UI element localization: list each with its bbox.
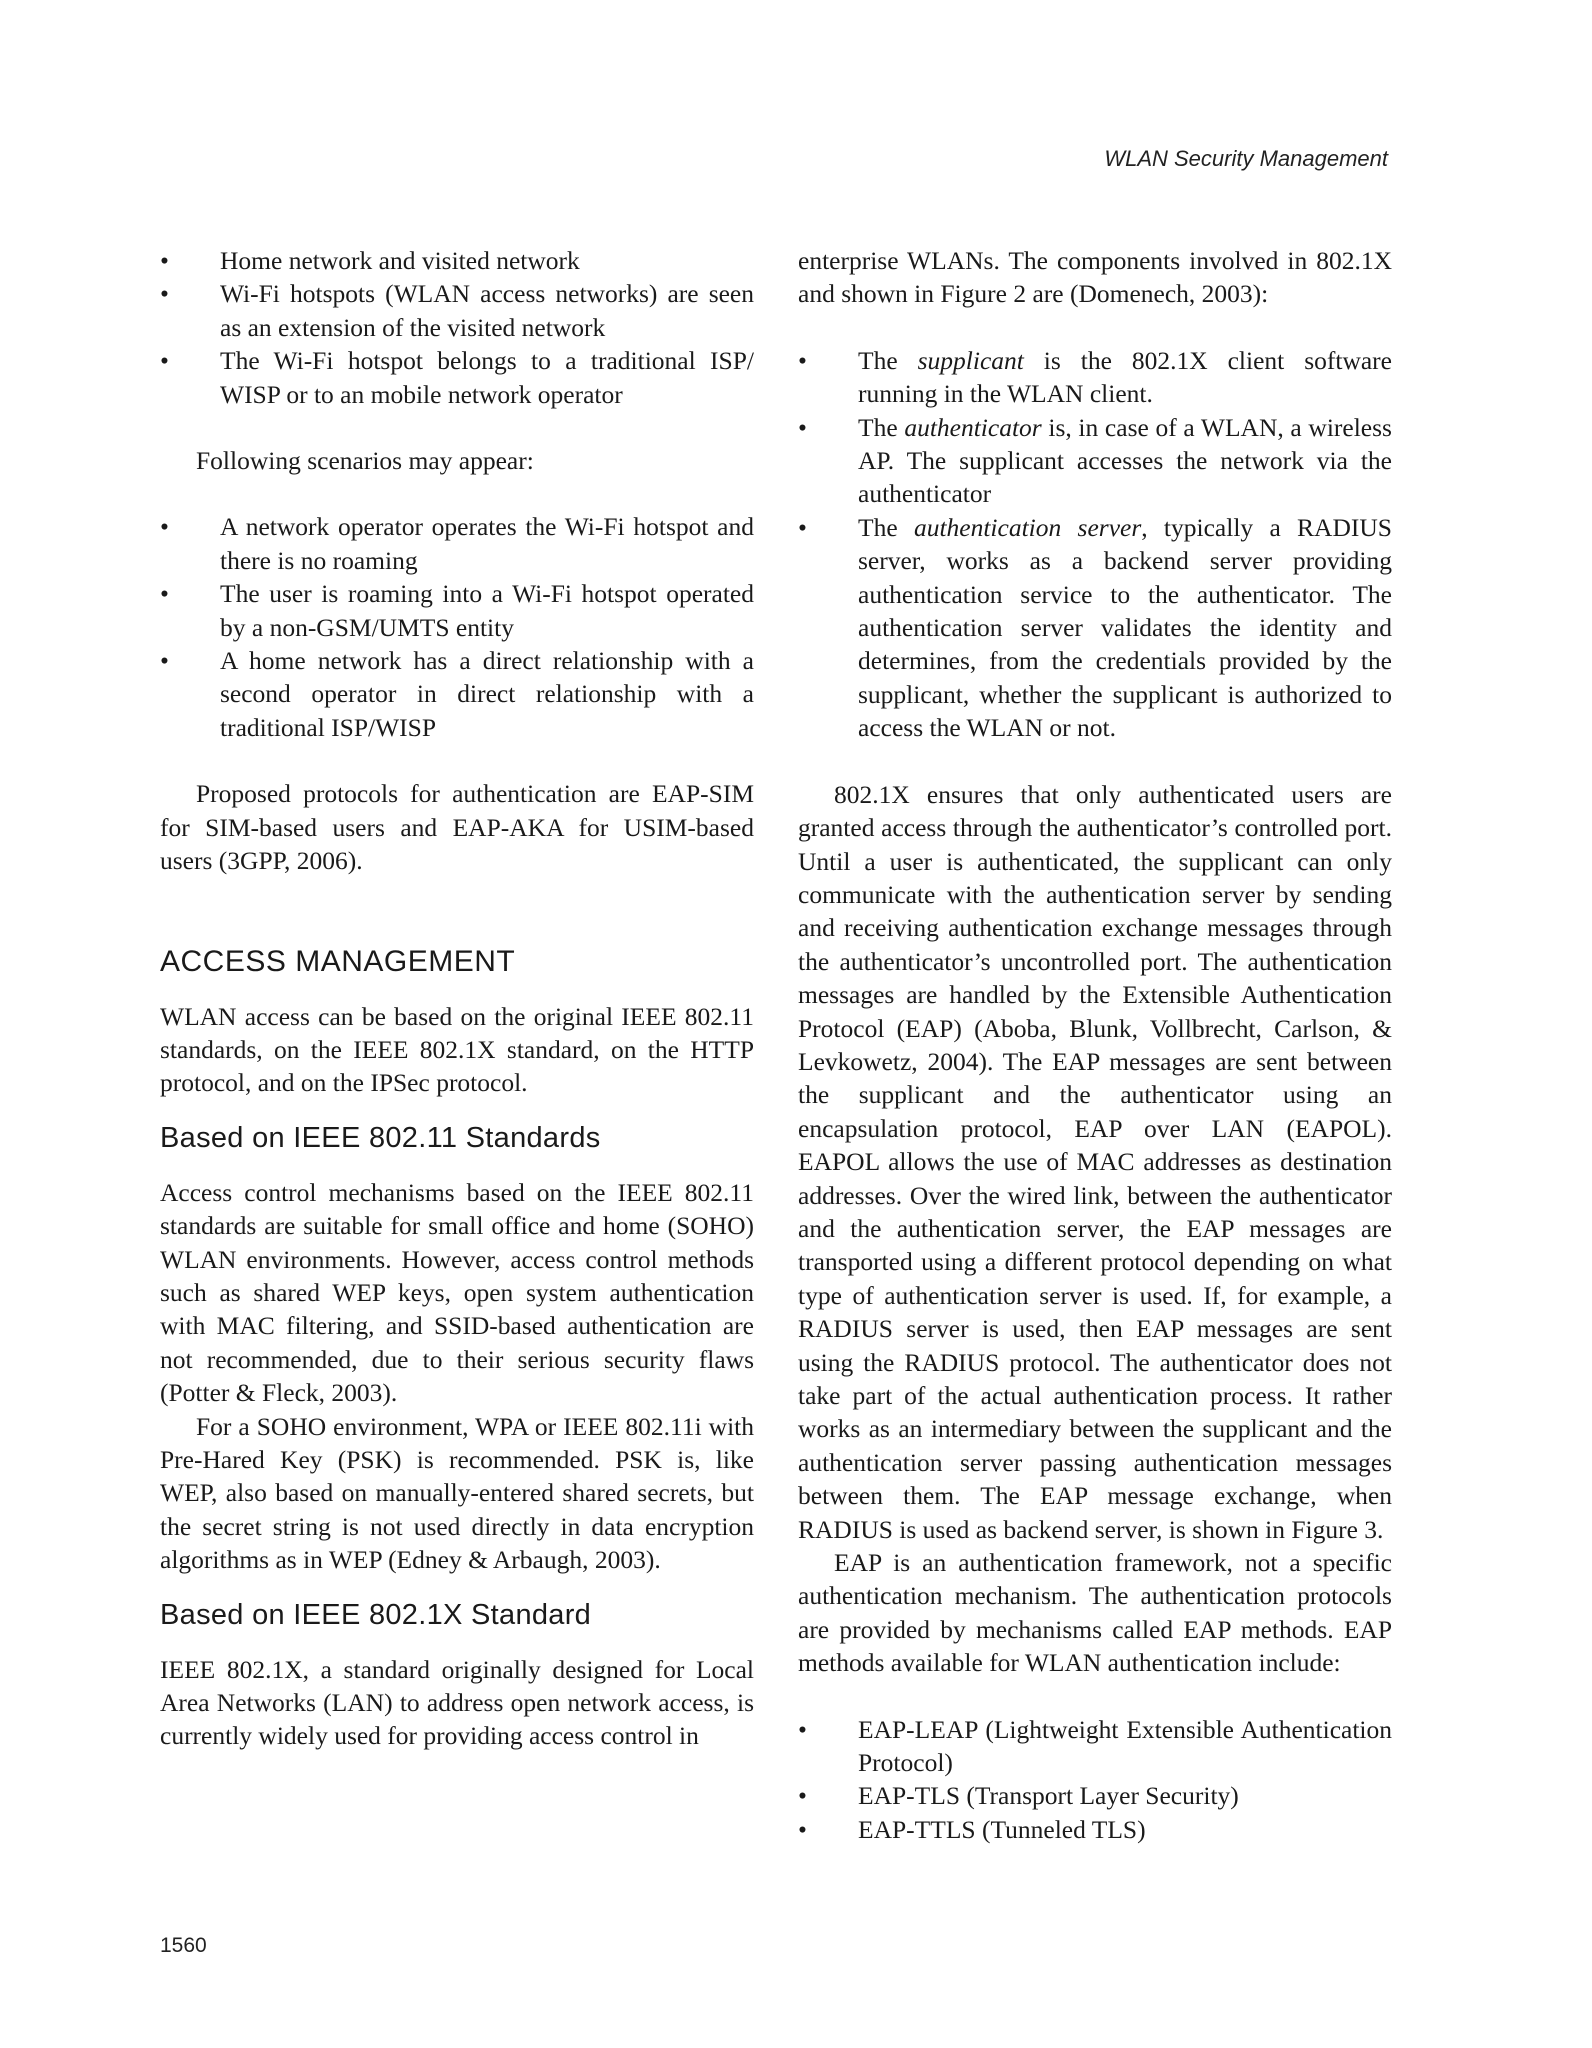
paragraph-eap-framework: EAP is an authentication framework, not a specific authentication mechanism. The authentication protocols are provided by mechanisms called EAP methods. EAP methods available for WLAN authentication include: <box>798 1548 1392 1678</box>
list-item: • A network operator operates the Wi-Fi hotspot and there is no roaming <box>160 510 754 577</box>
list-item: • The user is roaming into a Wi-Fi hotspot operated by a non-GSM/UMTS entity <box>160 577 754 644</box>
section-heading-access-management: ACCESS MANAGEMENT <box>160 944 516 978</box>
list-item: • A home network has a direct relationship with a second operator in direct relationship with a traditional ISP/WISP <box>160 644 754 744</box>
running-header: WLAN Security Management <box>1104 146 1388 171</box>
eap-methods-bullet-list <box>798 1713 1392 1847</box>
network-bullet-list <box>160 244 754 411</box>
scenarios-bullet-list <box>160 510 754 744</box>
term-authenticator: authenticator <box>904 412 1042 442</box>
term-supplicant: supplicant <box>917 345 1024 375</box>
paragraph-80211-access-control: Access control mechanisms based on the IEEE 802.11 standards are suitable for small office and home (SOHO) WLAN environments. However, access control methods such as shared WEP keys, open system authentication with MAC filtering, and SSID-based authentication are not recommended, due to their serious security flaws (Potter & Fleck, 2003). <box>160 1177 754 1408</box>
list-item: • The authenticator is, in case of a WLAN, a wireless AP. The supplicant accesses the network via the authenticator <box>798 411 1392 511</box>
list-item: • The supplicant is the 802.1X client software running in the WLAN client. <box>798 344 1392 411</box>
paragraph-80211-soho: For a SOHO environment, WPA or IEEE 802.11i with Pre-Hared Key (PSK) is recommended. PSK is, like WEP, also based on manually-entered shared secrets, but the secret string is not used directly in data encryption algorithms as in WEP (Edney & Arbaugh, 2003). <box>160 1411 754 1575</box>
right-column <box>798 244 1392 1846</box>
subsection-heading-80211: Based on IEEE 802.11 Standards <box>160 1121 601 1154</box>
access-intro-paragraph: WLAN access can be based on the original IEEE 802.11 standards, on the IEEE 802.1X standard, on the HTTP protocol, and on the IPSec protocol. <box>160 1001 754 1098</box>
list-item: • EAP-LEAP (Lightweight Extensible Authentication Protocol) <box>798 1713 1392 1780</box>
scenarios-intro: Following scenarios may appear: <box>196 446 534 476</box>
list-item: • EAP-TLS (Transport Layer Security) <box>798 1779 1392 1812</box>
list-item: • The Wi-Fi hotspot belongs to a traditional ISP/ WISP or to an mobile network operator <box>160 344 754 411</box>
paragraph-8021x-intro: IEEE 802.1X, a standard originally designed for Local Area Networks (LAN) to address open network access, is currently widely used for providing access control in <box>160 1654 754 1751</box>
list-item: • EAP-TTLS (Tunneled TLS) <box>798 1813 1392 1846</box>
list-item: • The authentication server, typically a RADIUS server, works as a backend server providing authentication service to the authenticator. The authentication server validates the identity and determines, from the credentials provided by the supplicant, whether the supplicant is authorized to access the WLAN or not. <box>798 511 1392 745</box>
left-column <box>160 244 754 1753</box>
subsection-heading-8021x: Based on IEEE 802.1X Standard <box>160 1598 592 1631</box>
continuation-paragraph: enterprise WLANs. The components involved in 802.1X and shown in Figure 2 are (Domenech, 2003): <box>798 246 1392 309</box>
paragraph-8021x-ensures: 802.1X ensures that only authenticated users are granted access through the authenticator’s controlled port. Until a user is authenticated, the supplicant can only communicate with the authentication server by sending and receiving authentication exchange messages through the authenticator’s uncontrolled port. The authentication messages are handled by the Extensible Authentication Protocol (EAP) (Aboba, Blunk, Vollbrecht, Carlson, & Levkowetz, 2004). The EAP messages are sent between the supplicant and the authenticator using an encapsulation protocol, EAP over LAN (EAPOL). EAPOL allows the use of MAC addresses as destination addresses. Over the wired link, between the authenticator and the authentication server, the EAP messages are transported using a different protocol depending on what type of authentication server is used. If, for example, a RADIUS server is used, then EAP messages are sent using the RADIUS protocol. The authenticator does not take part of the actual authentication process. It rather works as an intermediary between the supplicant and the authentication server passing authentication messages between them. The EAP message exchange, when RADIUS is used as backend server, is shown in Figure 3. <box>798 779 1392 1544</box>
components-bullet-list <box>798 344 1392 745</box>
term-authentication-server: authentication server <box>913 512 1142 542</box>
list-item: • Home network and visited network <box>160 244 754 277</box>
proposed-protocols-paragraph: Proposed protocols for authentication are EAP-SIM for SIM-based users and EAP-AKA for USIM-based users (3GPP, 2006). <box>160 779 754 876</box>
page-number: 1560 <box>160 1934 207 1957</box>
list-item: • Wi-Fi hotspots (WLAN access networks) are seen as an extension of the visited network <box>160 277 754 344</box>
